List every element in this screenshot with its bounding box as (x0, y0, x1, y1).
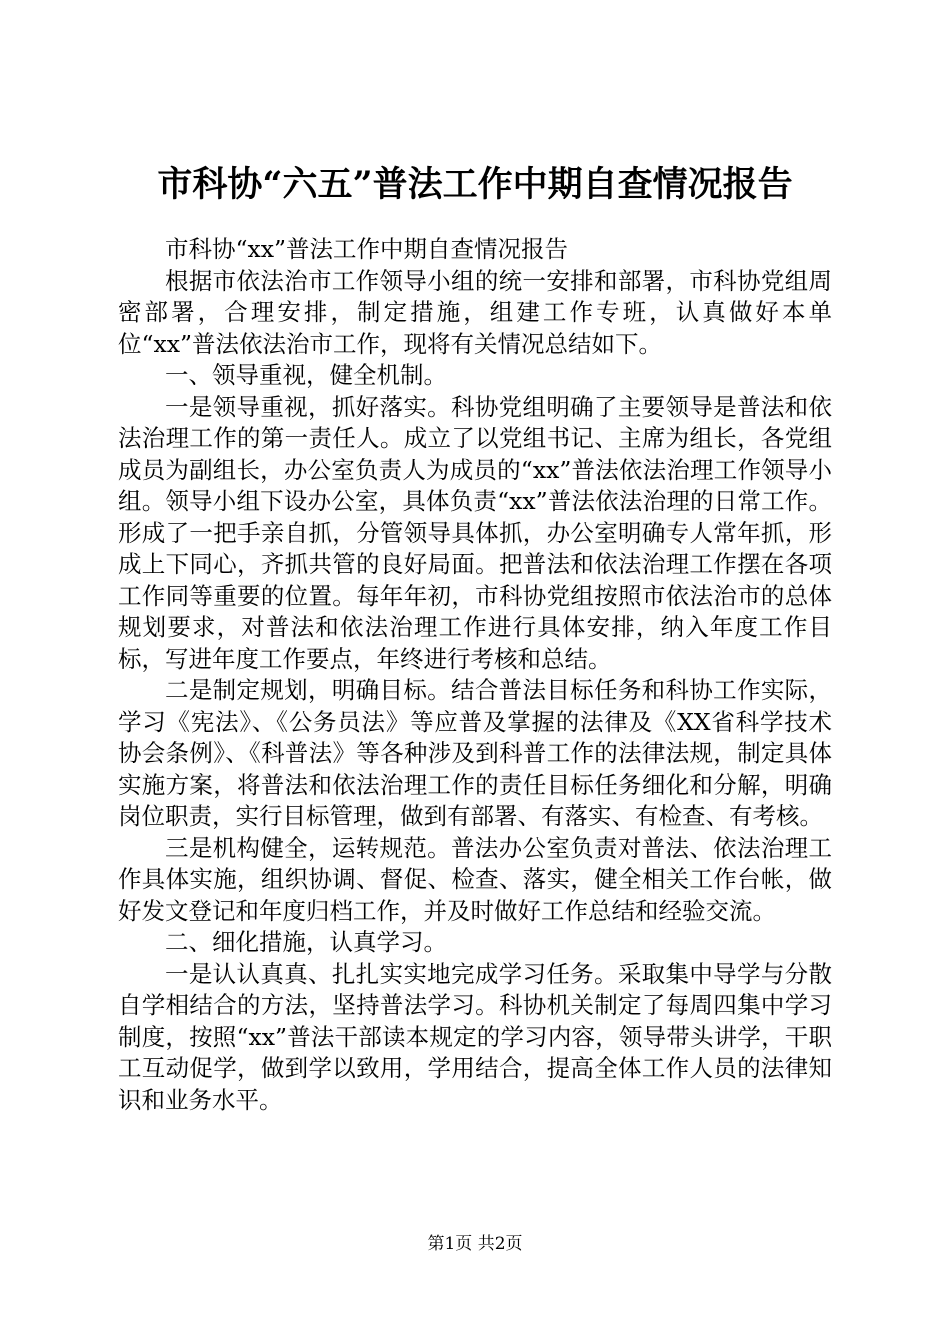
body-paragraph: 二是制定规划，明确目标。结合普法目标任务和科协工作实际，学习《宪法》、《公务员法》等应普及掌握的法律及《XX省科学技术协会条例》、《科普法》等各种涉及到科普工作的法律法规，制定具体实施方案，将普法和依法治理工作的责任目标任务细化和分解，明确岗位职责，实行目标管理，做到有部署、有落实、有检查、有考核。 (118, 676, 832, 830)
subtitle-paragraph: 市科协“xx”普法工作中期自查情况报告 (165, 235, 569, 263)
body-paragraph: 一是认认真真、扎扎实实地完成学习任务。采取集中导学与分散自学相结合的方法，坚持普法学习。科协机关制定了每周四集中学习制度，按照“xx”普法干部读本规定的学习内容，领导带头讲学，干职工互动促学，做到学以致用，学用结合，提高全体工作人员的法律知识和业务水平。 (118, 959, 832, 1114)
section-heading: 二、细化措施，认真学习。 (165, 928, 447, 956)
document-title: 市科协“六五”普法工作中期自查情况报告 (157, 164, 793, 205)
section-heading: 一、领导重视，健全机制。 (165, 361, 447, 389)
intro-paragraph: 根据市依法治市工作领导小组的统一安排和部署，市科协党组周密部署，合理安排，制定措施，组建工作专班，认真做好本单位“xx”普法依法治市工作，现将有关情况总结如下。 (118, 266, 832, 358)
body-paragraph: 三是机构健全，运转规范。普法办公室负责对普法、依法治理工作具体实施，组织协调、督促、检查、落实，健全相关工作台帐，做好发文登记和年度归档工作，并及时做好工作总结和经验交流。 (118, 833, 832, 925)
body-paragraph: 一是领导重视，抓好落实。科协党组明确了主要领导是普法和依法治理工作的第一责任人。成立了以党组书记、主席为组长，各党组成员为副组长，办公室负责人为成员的“xx”普法依法治理工作领导小组。领导小组下设办公室，具体负责“xx”普法依法治理的日常工作。形成了一把手亲自抓，分管领导具体抓，办公室明确专人常年抓，形成上下同心，齐抓共管的良好局面。把普法和依法治理工作摆在各项工作同等重要的位置。每年年初，市科协党组按照市依法治市的总体规划要求，对普法和依法治理工作进行具体安排，纳入年度工作目标，写进年度工作要点，年终进行考核和总结。 (118, 392, 832, 673)
document-body (118, 234, 832, 1116)
page-number: 第1页 共2页 (427, 1234, 523, 1254)
